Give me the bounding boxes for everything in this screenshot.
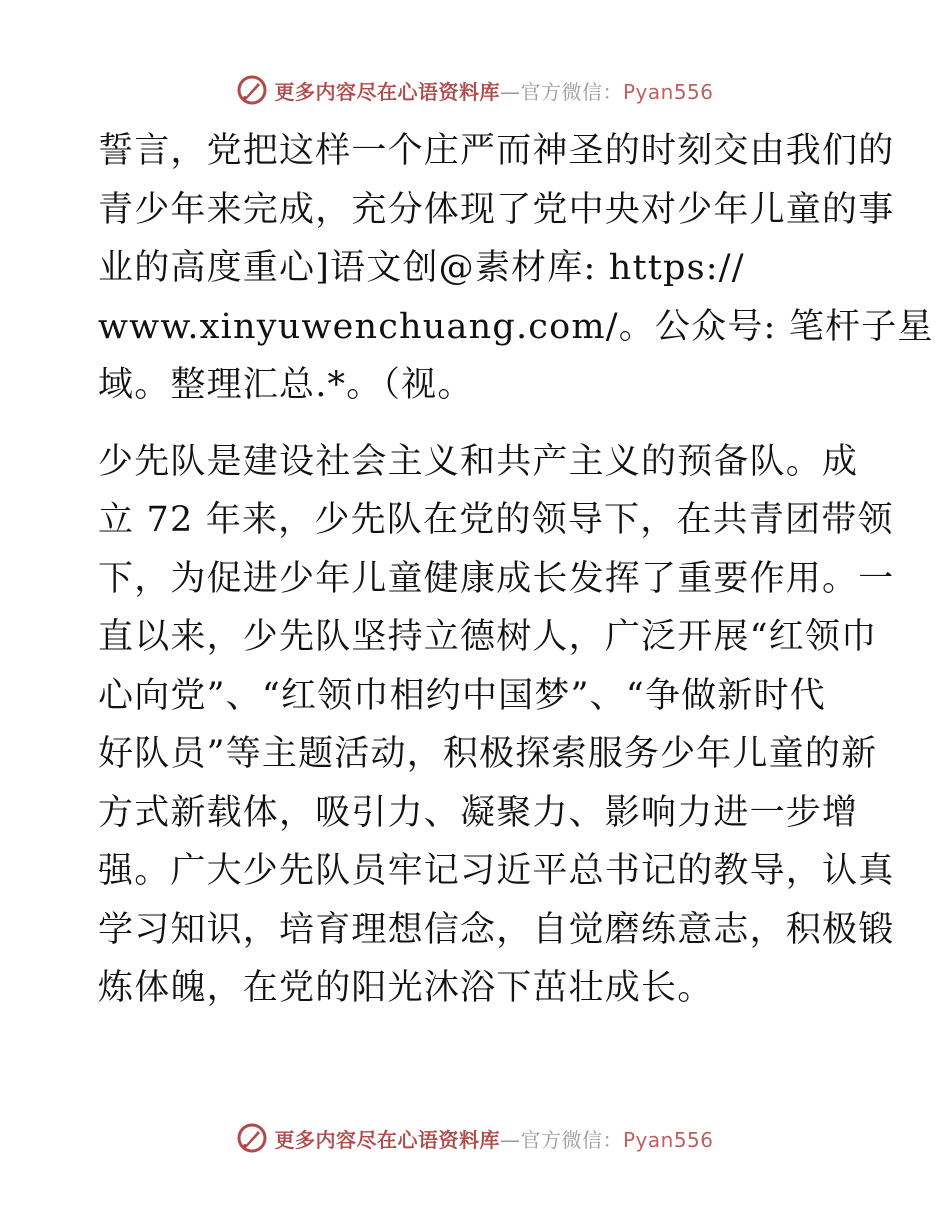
paragraph-2 [98,433,895,1018]
text-line: 方式新载体，吸引力、凝聚力、影响力进一步增 [98,792,859,833]
watermark-text [274,76,713,105]
text-line: 少先队是建设社会主义和共产主义的预备队。成 [98,441,859,482]
quill-logo-icon [236,74,268,106]
watermark-label: 官方微信： [520,1127,623,1152]
watermark-id: Pyan556 [622,1127,714,1152]
watermark-dash: — [499,1127,521,1152]
watermark-id: Pyan556 [622,79,714,104]
footer-watermark [0,1118,950,1158]
text-line: 好队员”等主题活动，积极探索服务少年儿童的新 [98,734,878,774]
watermark-text [274,1124,713,1153]
header-watermark [0,70,950,110]
watermark-brand: 更多内容尽在心语资料库 [274,79,500,104]
text-line: 强。广大少先队员牢记习近平总书记的教导，认真 [98,851,895,891]
text-line: 业的高度重心]语文创@素材库: https:// [98,248,745,288]
text-line: 直以来，少先队坚持立德树人，广泛开展“红领巾 [98,617,878,657]
text-line: 誓言，党把这样一个庄严而神圣的时刻交由我们的 [98,131,895,171]
text-line: 炼体魄，在党的阳光沐浴下茁壮成长。 [98,968,714,1008]
watermark-dash: — [499,79,521,104]
text-line: 学习知识，培育理想信念，自觉磨练意志，积极锻 [98,909,895,950]
document-body [98,122,934,1018]
text-line: 域。整理汇总.*。（视。 [98,365,474,405]
text-line: www.xinyuwenchuang.com/。公众号: 笔杆子星 [98,306,934,347]
text-line: 心向党”、“红领巾相约中国梦”、“争做新时代 [98,675,826,716]
text-line: 青少年来完成，充分体现了党中央对少年儿童的事 [98,189,895,230]
quill-logo-icon [236,1122,268,1154]
watermark-label: 官方微信： [520,79,623,104]
watermark-brand: 更多内容尽在心语资料库 [274,1127,500,1152]
text-line: 下，为促进少年儿童健康成长发挥了重要作用。一 [98,558,895,599]
paragraph-1 [98,122,934,415]
text-line: 立 72 年来，少先队在党的领导下，在共青团带领 [98,500,894,540]
